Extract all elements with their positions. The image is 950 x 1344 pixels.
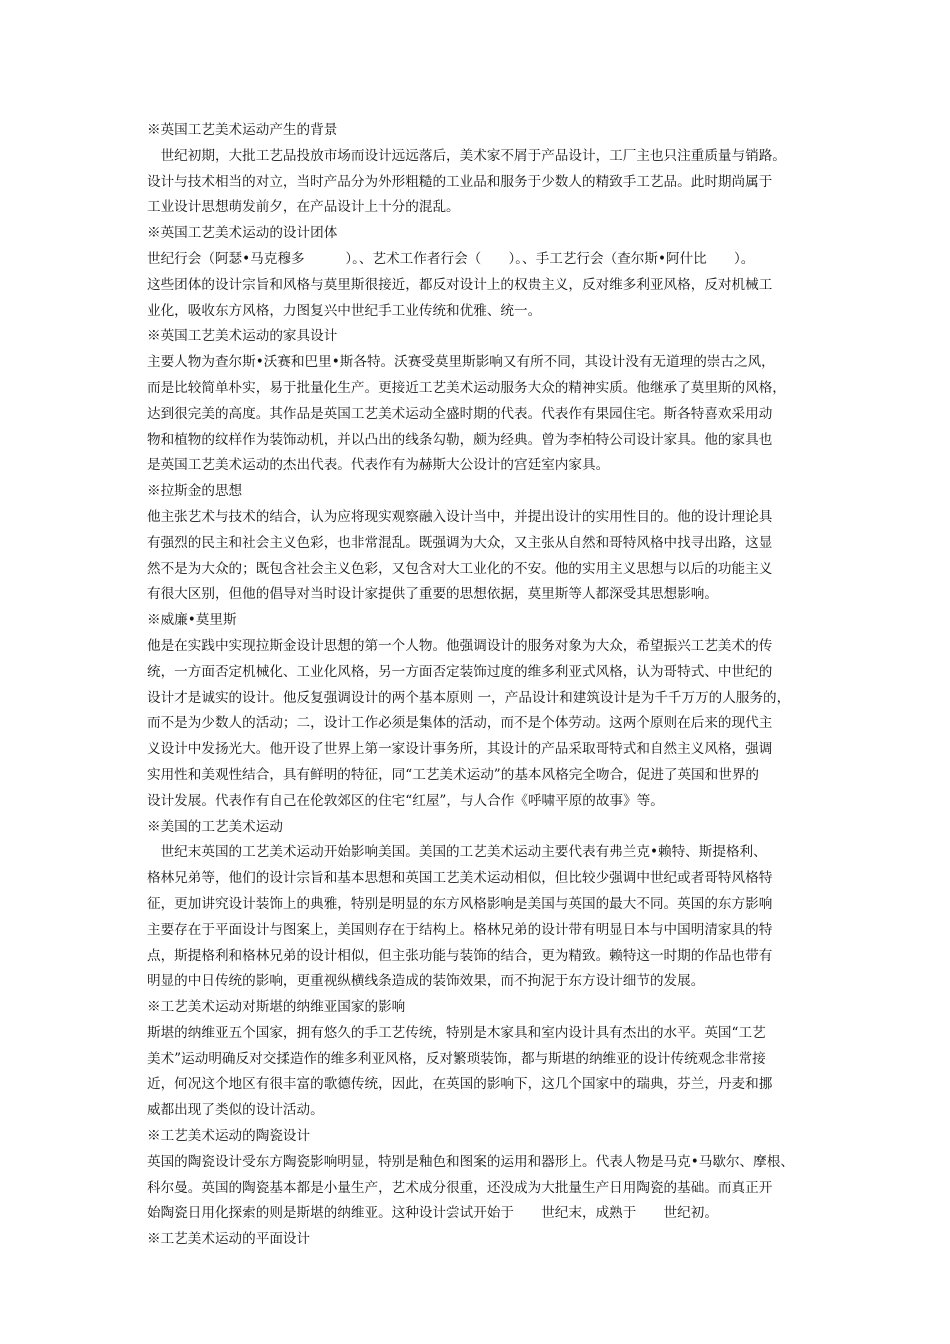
- paragraph-line: 物和植物的纹样作为装饰动机，并以凸出的线条勾勒，颇为经典。曾为李柏特公司设计家具。他的家具也: [147, 431, 773, 448]
- paragraph-line: 而是比较简单朴实，易于批量化生产。更接近工艺美术运动服务大众的精神实质。他继承了莫里斯的风格，: [147, 379, 786, 396]
- paragraph-line: 点，斯提格利和格林兄弟的设计相似，但主张功能与装饰的结合，更为精致。赖特这一时期的作品也带有: [147, 947, 773, 964]
- paragraph-line: 英国的陶瓷设计受东方陶瓷影响明显，特别是釉色和图案的运用和器形上。代表人物是马克•马歇尔、摩根、: [147, 1153, 794, 1170]
- paragraph-line: 有强烈的民主和社会主义色彩，也非常混乱。既强调为大众，又主张从自然和哥特风格中找寻出路，这显: [147, 534, 773, 551]
- section-heading: ※工艺美术运动的陶瓷设计: [147, 1128, 311, 1145]
- paragraph-line: 工业设计思想萌发前夕，在产品设计上十分的混乱。: [147, 199, 460, 216]
- paragraph-line: 然不是为大众的；既包含社会主义色彩，又包含对大工业化的不安。他的实用主义思想与以后的功能主义: [147, 560, 773, 577]
- section-ceramics: [147, 1124, 809, 1227]
- section-scandinavia: [147, 995, 809, 1124]
- paragraph-line: 业化，吸收东方风格，力图复兴中世纪手工业传统和优雅、统一。: [147, 302, 542, 319]
- paragraph-line: 世纪初期，大批工艺品投放市场而设计远远落后，美术家不屑于产品设计，工厂主也只注重质量与销路。: [147, 147, 786, 164]
- section-morris: [147, 608, 809, 814]
- document-page: [147, 118, 809, 1253]
- section-ruskin: [147, 479, 809, 608]
- paragraph-line: 主要存在于平面设计与图案上，美国则存在于结构上。格林兄弟的设计带有明显日本与中国明清家具的特: [147, 921, 773, 938]
- section-heading: ※拉斯金的思想: [147, 483, 243, 500]
- paragraph-line: 科尔曼。英国的陶瓷基本都是小量生产，艺术成分很重，还没成为大批量生产日用陶瓷的基础。而真正开: [147, 1179, 773, 1196]
- paragraph-line: 始陶瓷日用化探索的则是斯堪的纳维亚。这种设计尝试开始于 世纪末，成熟于 世纪初。: [147, 1205, 718, 1222]
- section-heading: ※英国工艺美术运动产生的背景: [147, 122, 338, 138]
- paragraph-line: 征，更加讲究设计装饰上的典雅，特别是明显的东方风格影响是美国与英国的最大不同。英国的东方影响: [147, 895, 773, 912]
- paragraph-line: 达到很完美的高度。其作品是英国工艺美术运动全盛时期的代表。代表作有果园住宅。斯各特喜欢采用动: [147, 405, 773, 422]
- paragraph-line: 设计才是诚实的设计。他反复强调设计的两个基本原则 一，产品设计和建筑设计是为千千万万的人服务的，: [147, 689, 791, 706]
- paragraph-line: 这些团体的设计宗旨和风格与莫里斯很接近，都反对设计上的权贵主义，反对维多利亚风格，反对机械工: [147, 276, 773, 293]
- paragraph-line: 威都出现了类似的设计活动。: [147, 1102, 324, 1119]
- paragraph-line: 世纪行会（阿瑟•马克穆多 ）。、艺术工作者行会（ ）。、手工艺行会（查尔斯•阿什比 ）。: [147, 250, 755, 267]
- paragraph-line: 格林兄弟等，他们的设计宗旨和基本思想和英国工艺美术运动相似，但比较少强调中世纪或者哥特风格特: [147, 870, 773, 887]
- paragraph-line: 主要人物为查尔斯•沃赛和巴里•斯各特。沃赛受莫里斯影响又有所不同，其设计没有无道理的崇古之风，: [147, 354, 775, 371]
- section-heading: ※美国的工艺美术运动: [147, 818, 283, 835]
- section-heading: ※威廉•莫里斯: [147, 612, 237, 629]
- paragraph-line: 美术”运动明确反对交揉造作的维多利亚风格，反对繁琐装饰，都与斯堪的纳维亚的设计传统观念非常接: [147, 1050, 766, 1067]
- section-furniture-design: [147, 324, 809, 479]
- paragraph-line: 是英国工艺美术运动的杰出代表。代表作有为赫斯大公设计的宫廷室内家具。: [147, 457, 610, 474]
- section-graphic-design: [147, 1227, 809, 1253]
- paragraph-line: 世纪末英国的工艺美术运动开始影响美国。美国的工艺美术运动主要代表有弗兰克•赖特、斯提格利、: [147, 844, 767, 861]
- paragraph-line: 有很大区别，但他的倡导对当时设计家提供了重要的思想依据，莫里斯等人都深受其思想影响。: [147, 586, 718, 603]
- paragraph-line: 近，何况这个地区有很丰富的歌德传统，因此，在英国的影响下，这几个国家中的瑞典，芬兰，丹麦和挪: [147, 1076, 773, 1093]
- section-background: [147, 118, 809, 221]
- section-heading: ※工艺美术运动对斯堪的纳维亚国家的影响: [147, 999, 406, 1016]
- paragraph-line: 明显的中日传统的影响，更重视纵横线条造成的装饰效果，而不拘泥于东方设计细节的发展。: [147, 973, 705, 990]
- paragraph-line: 他主张艺术与技术的结合，认为应将现实观察融入设计当中，并提出设计的实用性目的。他的设计理论具: [147, 508, 773, 525]
- paragraph-line: 设计发展。代表作有自己在伦敦郊区的住宅“红屋”，与人合作《呼啸平原的故事》等。: [147, 792, 664, 809]
- section-heading: ※工艺美术运动的平面设计: [147, 1231, 311, 1248]
- paragraph-line: 而不是为少数人的活动；二，设计工作必须是集体的活动，而不是个体劳动。这两个原则在后来的现代主: [147, 715, 773, 732]
- paragraph-line: 他是在实践中实现拉斯金设计思想的第一个人物。他强调设计的服务对象为大众，希望振兴工艺美术的传: [147, 637, 773, 654]
- section-heading: ※英国工艺美术运动的设计团体: [147, 225, 338, 242]
- section-american-movement: [147, 815, 809, 996]
- paragraph-line: 实用性和美观性结合，具有鲜明的特征，同“工艺美术运动”的基本风格完全吻合，促进了英国和世界的: [147, 766, 760, 783]
- paragraph-line: 义设计中发扬光大。他开设了世界上第一家设计事务所，其设计的产品采取哥特式和自然主义风格，强调: [147, 741, 773, 758]
- paragraph-line: 统，一方面否定机械化、工业化风格，另一方面否定装饰过度的维多利亚式风格，认为哥特式、中世纪的: [147, 663, 773, 680]
- section-design-groups: [147, 221, 809, 324]
- section-heading: ※英国工艺美术运动的家具设计: [147, 328, 338, 345]
- paragraph-line: 设计与技术相当的对立，当时产品分为外形粗糙的工业品和服务于少数人的精致手工艺品。此时期尚属于: [147, 173, 773, 190]
- paragraph-line: 斯堪的纳维亚五个国家，拥有悠久的手工艺传统，特别是木家具和室内设计具有杰出的水平。英国“工艺: [147, 1024, 766, 1041]
